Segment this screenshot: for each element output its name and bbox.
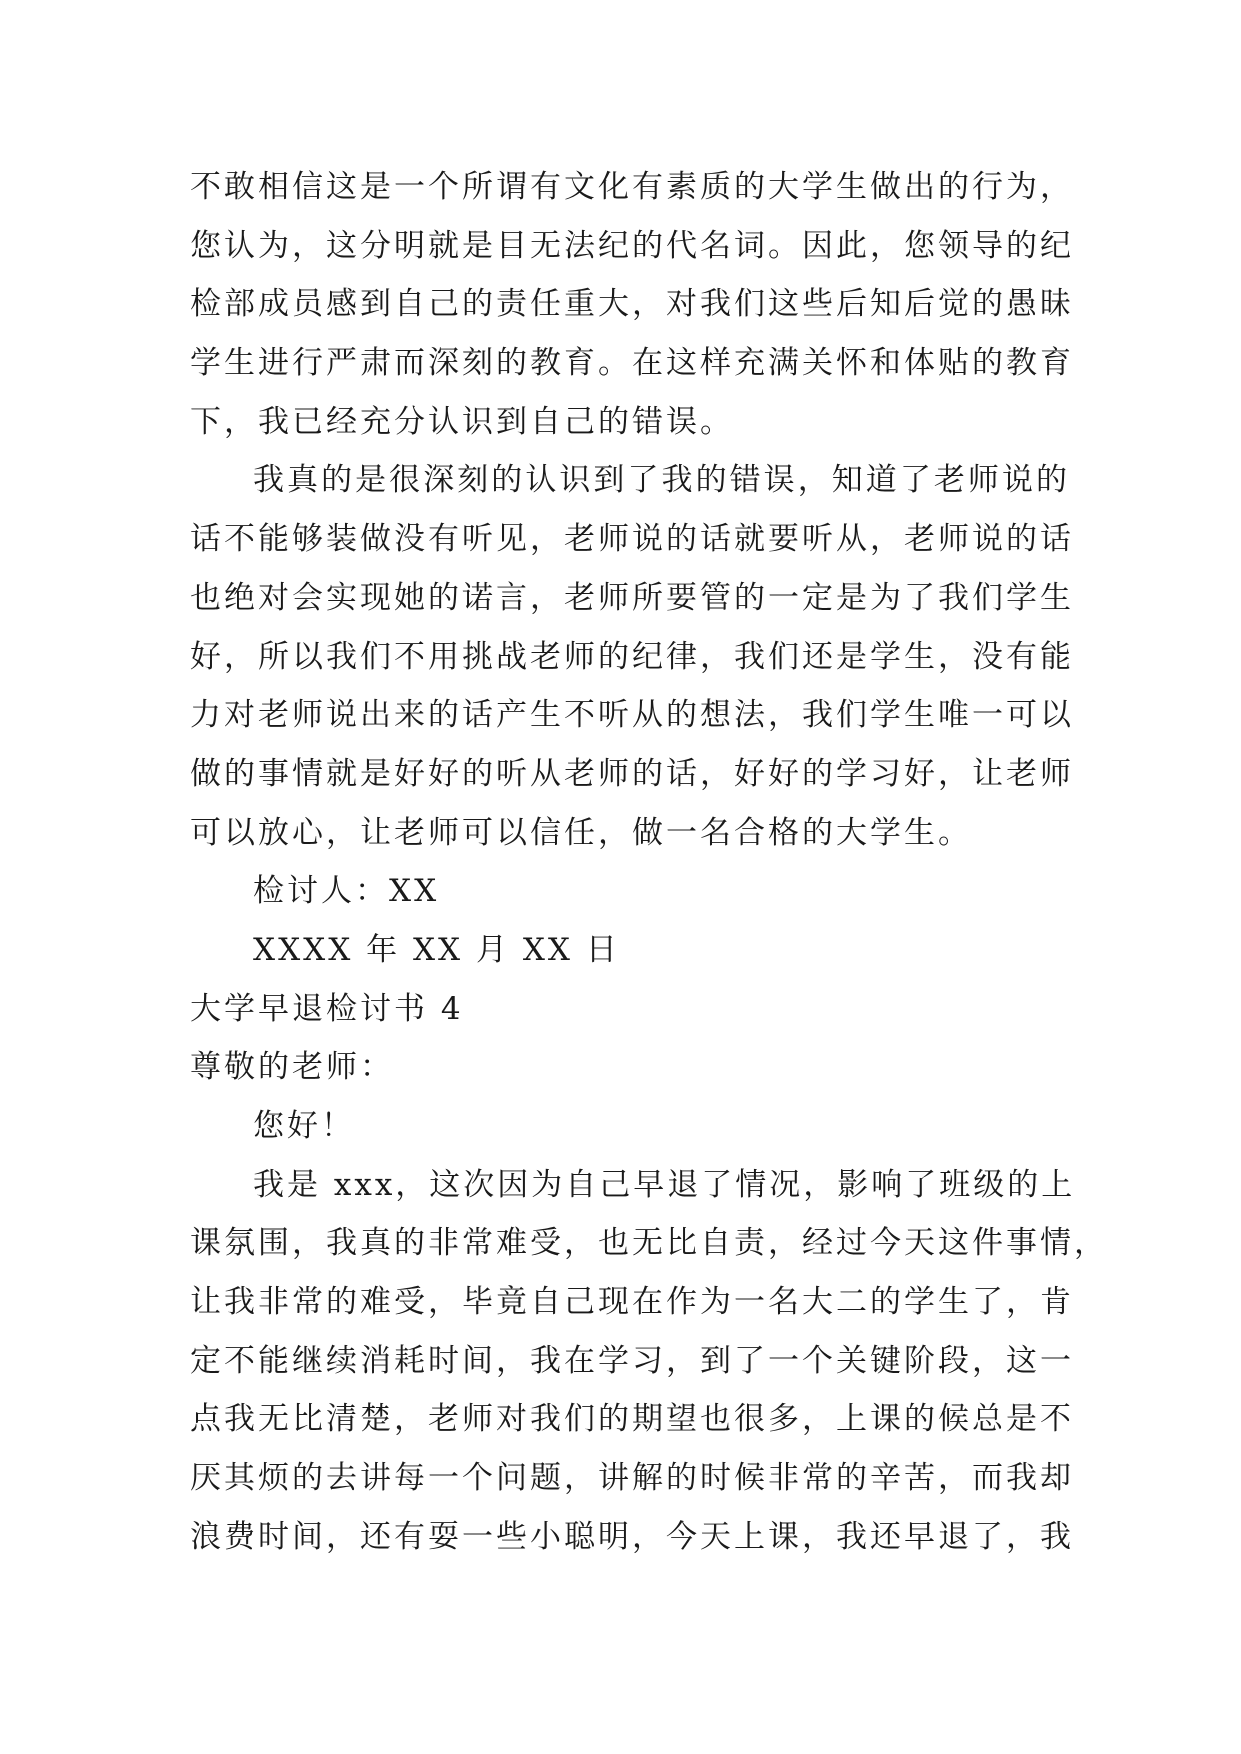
body-line: 可以放心，让老师可以信任，做一名合格的大学生。 (190, 814, 972, 851)
body-line: 让我非常的难受，毕竟自己现在作为一名大二的学生了，肯 (190, 1284, 1074, 1321)
body-line: 浪费时间，还有耍一些小聪明，今天上课，我还早退了，我 (190, 1518, 1074, 1555)
signature-line: 检讨人：XX (253, 873, 440, 910)
body-line: 好，所以我们不用挑战老师的纪律，我们还是学生，没有能 (190, 638, 1074, 675)
body-line: 学生进行严肃而深刻的教育。在这样充满关怀和体贴的教育 (190, 345, 1074, 382)
document-body (190, 158, 1108, 1567)
greeting: 您好！ (253, 1108, 355, 1144)
body-line: 我是 xxx，这次因为自己早退了情况，影响了班级的上 (253, 1166, 1076, 1203)
section-title: 大学早退检讨书 4 (190, 990, 464, 1027)
body-line: 检部成员感到自己的责任重大，对我们这些后知后觉的愚昧 (190, 286, 1074, 323)
body-line: 做的事情就是好好的听从老师的话，好好的学习好，让老师 (190, 755, 1074, 792)
body-line: 我真的是很深刻的认识到了我的错误，知道了老师说的 (253, 462, 1070, 499)
body-line: 点我无比清楚，老师对我们的期望也很多，上课的候总是不 (190, 1401, 1074, 1438)
body-line: 您认为，这分明就是目无法纪的代名词。因此，您领导的纪 (190, 227, 1074, 264)
salutation: 尊敬的老师： (190, 1049, 394, 1086)
date-line: XXXX 年 XX 月 XX 日 (253, 931, 620, 968)
body-line: 话不能够装做没有听见，老师说的话就要听从，老师说的话 (190, 521, 1074, 558)
body-line: 也绝对会实现她的诺言，老师所要管的一定是为了我们学生 (190, 579, 1074, 616)
body-line: 不敢相信这是一个所谓有文化有素质的大学生做出的行为， (190, 169, 1074, 205)
body-line: 厌其烦的去讲每一个问题，讲解的时候非常的辛苦，而我却 (190, 1460, 1074, 1497)
body-line: 力对老师说出来的话产生不听从的想法，我们学生唯一可以 (190, 697, 1074, 734)
body-line: 下，我已经充分认识到自己的错误。 (190, 403, 734, 440)
body-line: 定不能继续消耗时间，我在学习，到了一个关键阶段，这一 (190, 1342, 1074, 1379)
body-line: 课氛围，我真的非常难受，也无比自责，经过今天这件事情， (190, 1225, 1108, 1262)
